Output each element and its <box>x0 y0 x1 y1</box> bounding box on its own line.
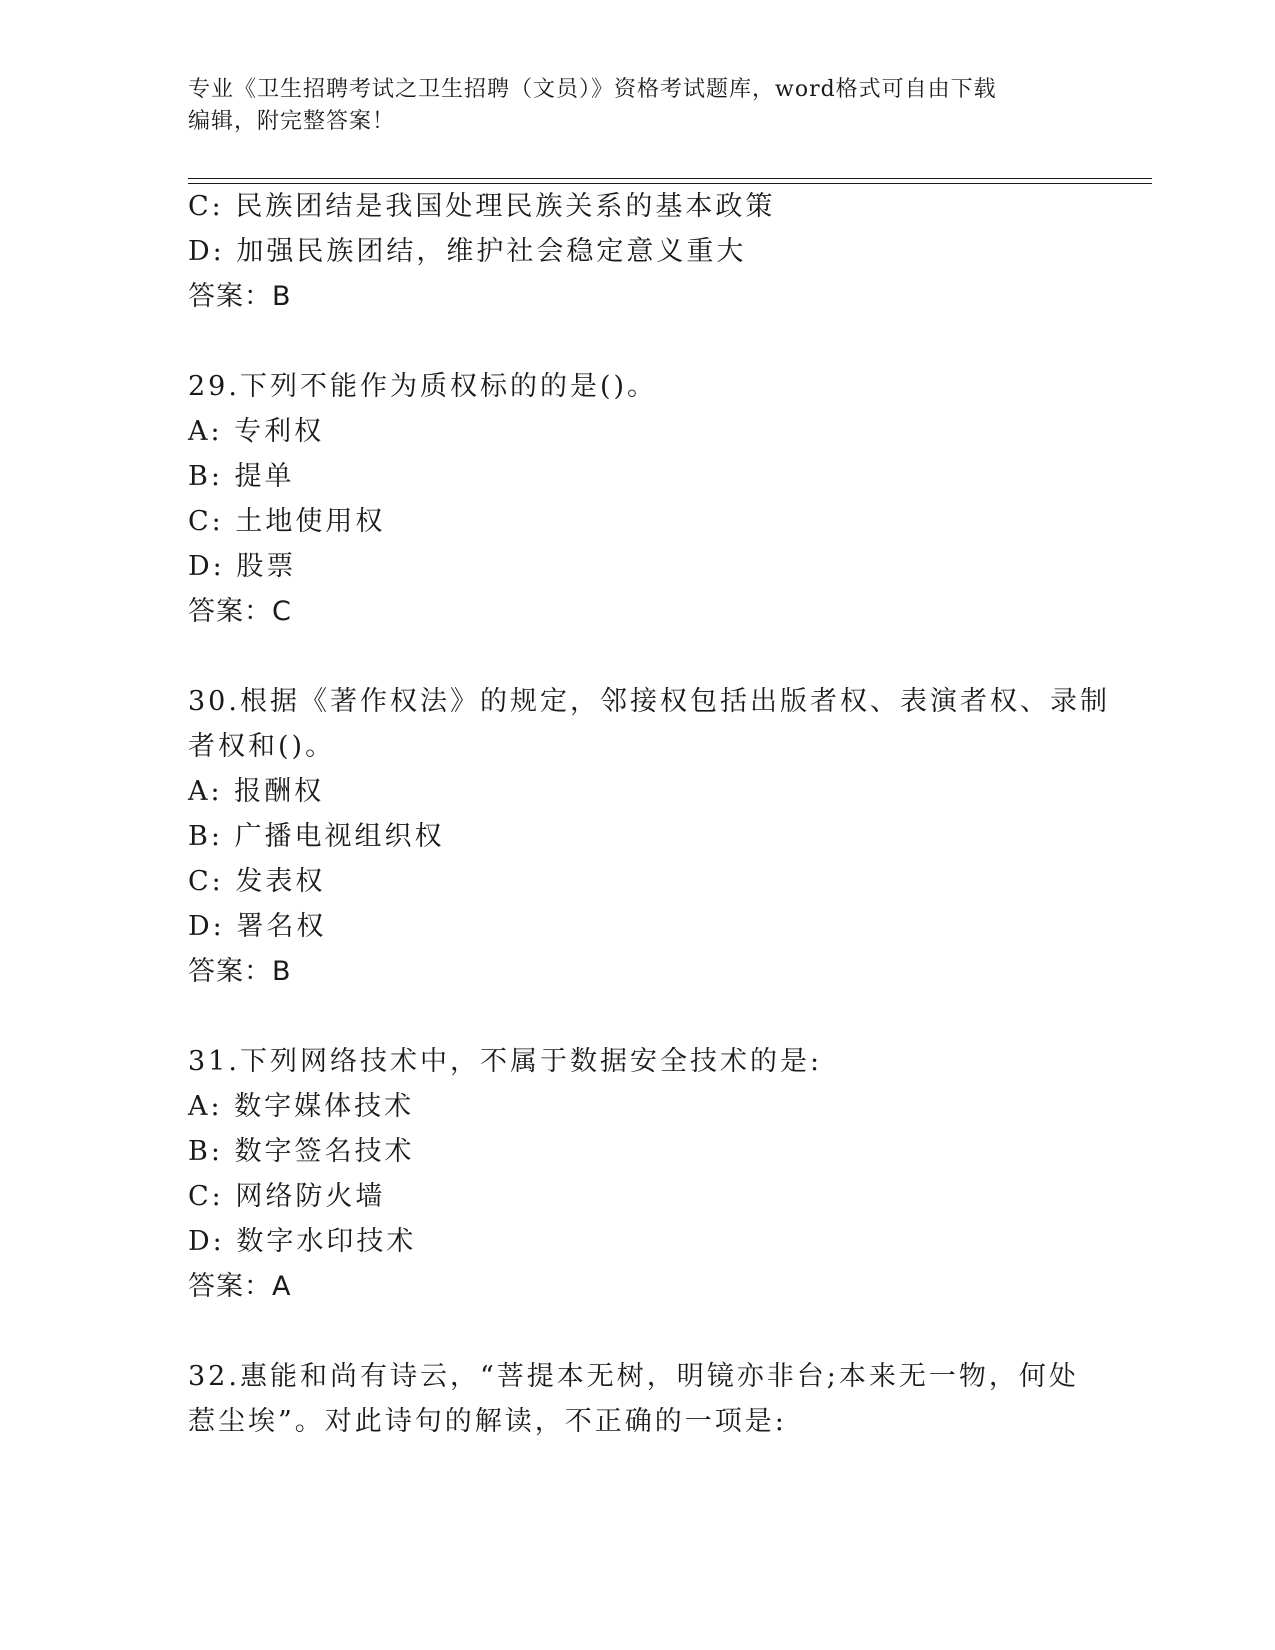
prev-answer: 答案：B <box>188 281 292 312</box>
q31-answer: 答案：A <box>188 1271 292 1302</box>
q29-option-b: B: 提单 <box>188 461 295 492</box>
header-line-2: 编辑，附完整答案！ <box>188 109 396 134</box>
q29-option-c: C: 土地使用权 <box>188 506 386 537</box>
q29-option-a: A: 专利权 <box>188 416 325 447</box>
q31-option-b: B: 数字签名技术 <box>188 1136 415 1167</box>
q30-stem-line-1: 30.根据《著作权法》的规定，邻接权包括出版者权、表演者权、录制 <box>188 686 1110 717</box>
header-divider-top <box>188 178 1152 179</box>
q30-option-b: B: 广播电视组织权 <box>188 821 445 852</box>
q30-answer: 答案：B <box>188 956 292 987</box>
q31-stem: 31.下列网络技术中，不属于数据安全技术的是: <box>188 1046 823 1077</box>
q31-option-a: A: 数字媒体技术 <box>188 1091 415 1122</box>
prev-option-d: D: 加强民族团结，维护社会稳定意义重大 <box>188 236 747 267</box>
q31-option-c: C: 网络防火墙 <box>188 1181 386 1212</box>
header-line-1: 专业《卫生招聘考试之卫生招聘（文员）》资格考试题库，word格式可自由下载 <box>188 77 997 102</box>
q29-stem: 29.下列不能作为质权标的的是()。 <box>188 371 658 402</box>
q30-option-c: C: 发表权 <box>188 866 326 897</box>
document-header <box>188 74 1088 138</box>
q32-stem-line-1: 32.惠能和尚有诗云，“菩提本无树，明镜亦非台;本来无一物，何处 <box>188 1361 1079 1392</box>
q32-stem-line-2: 惹尘埃”。对此诗句的解读，不正确的一项是: <box>188 1406 787 1437</box>
prev-option-c: C: 民族团结是我国处理民族关系的基本政策 <box>188 191 776 222</box>
q30-stem-line-2: 者权和()。 <box>188 731 336 762</box>
q30-option-d: D: 署名权 <box>188 911 327 942</box>
header-divider-bottom <box>188 183 1152 184</box>
q29-answer: 答案：C <box>188 596 292 627</box>
q30-option-a: A: 报酬权 <box>188 776 325 807</box>
q31-option-d: D: 数字水印技术 <box>188 1226 417 1257</box>
q29-option-d: D: 股票 <box>188 551 297 582</box>
